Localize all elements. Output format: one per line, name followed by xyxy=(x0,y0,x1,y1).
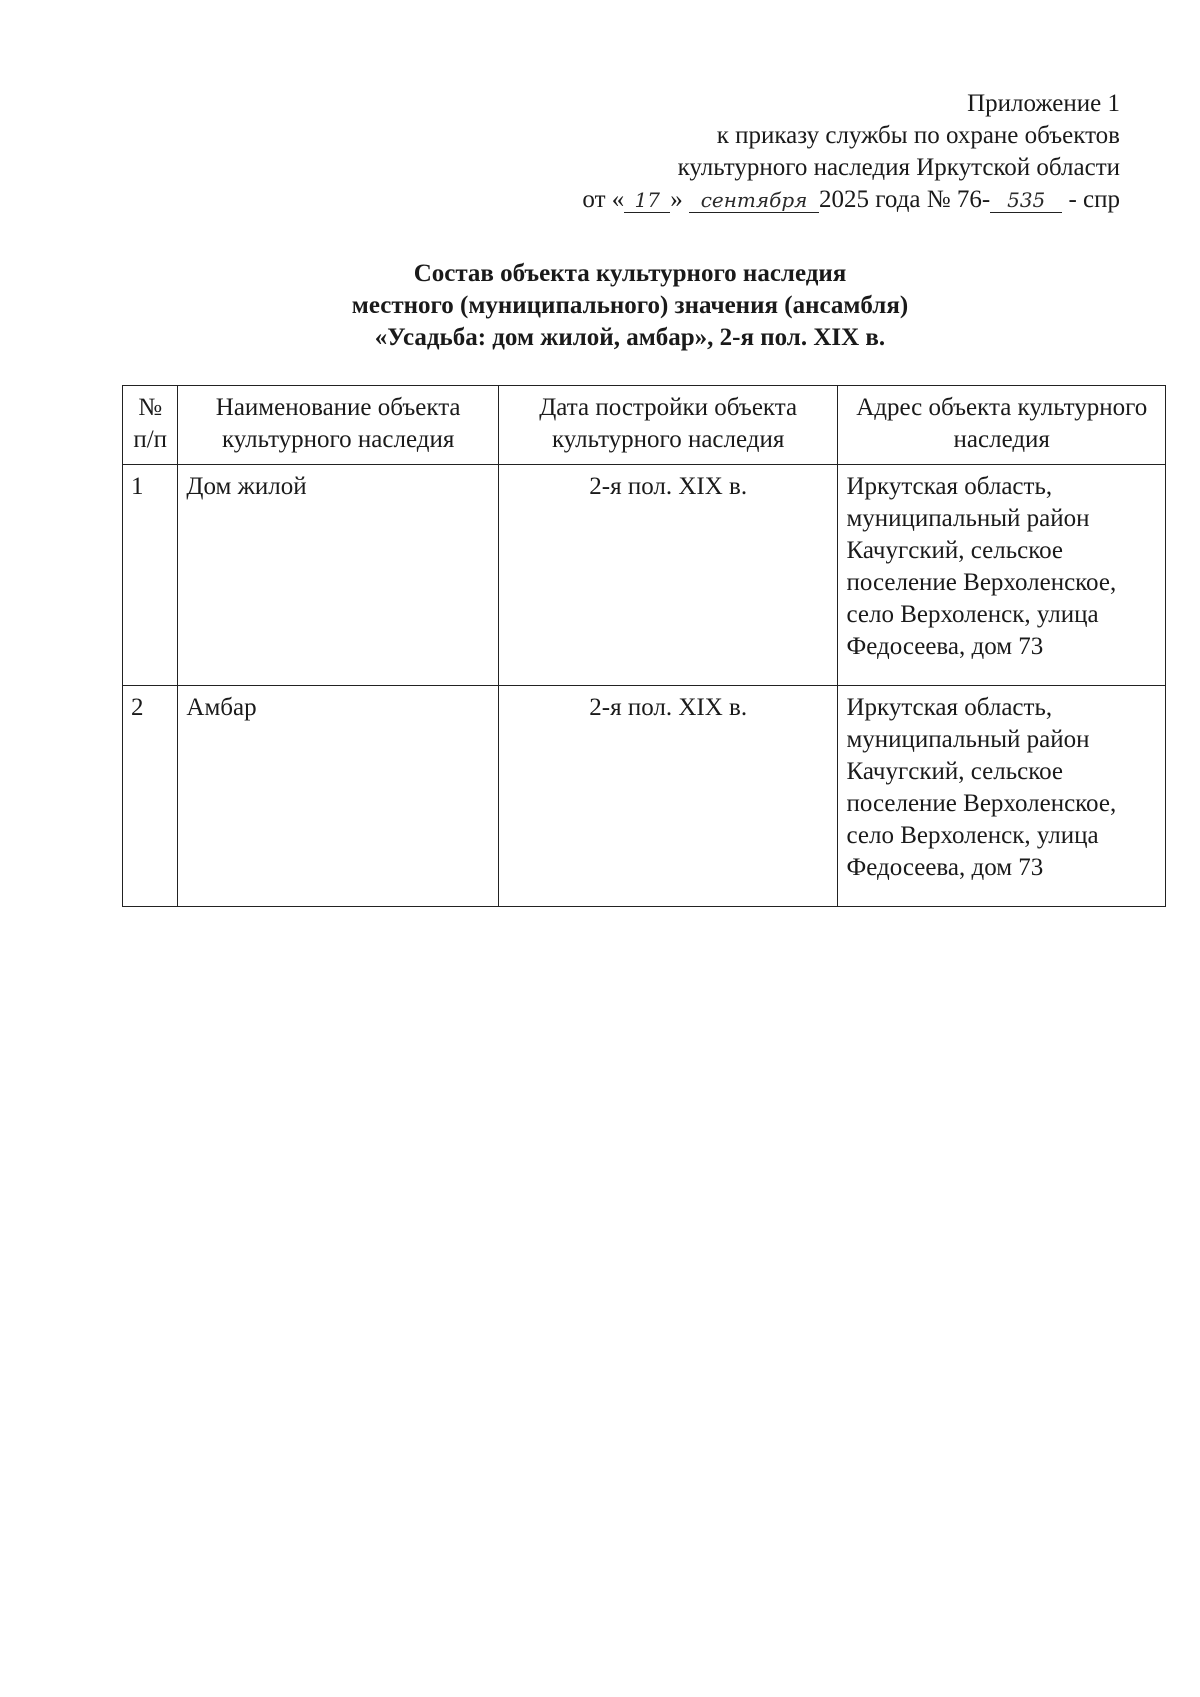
handwritten-month: сентября xyxy=(689,188,819,213)
order-suffix: - спр xyxy=(1068,186,1120,213)
date-year-text: 2025 года № 76- xyxy=(819,186,991,213)
row-num: 2 xyxy=(123,686,178,907)
row-address: Иркутская область, муниципальный район Качугский, сельское поселение Верхоленское, село Верхоленск, улица Федосеева, дом 73 xyxy=(838,465,1166,686)
table-header-row xyxy=(123,386,1166,465)
appendix-header xyxy=(582,88,1120,216)
date-prefix: от « xyxy=(582,186,625,213)
heritage-objects-table xyxy=(122,385,1166,907)
header-name: Наименование объекта культурного наследия xyxy=(178,386,498,465)
row-date: 2-я пол. XIX в. xyxy=(498,686,838,907)
header-num: № п/п xyxy=(123,386,178,465)
date-quote-close: » xyxy=(670,186,683,213)
title-line-2: местного (муниципального) значения (ансамбля) xyxy=(351,292,909,319)
appendix-label: Приложение 1 xyxy=(967,90,1120,117)
handwritten-order-number: 535 xyxy=(990,188,1062,213)
header-date: Дата постройки объекта культурного наследия xyxy=(498,386,838,465)
table-row xyxy=(123,686,1166,907)
row-name: Амбар xyxy=(178,686,498,907)
order-date-line xyxy=(582,184,1120,216)
row-date: 2-я пол. XIX в. xyxy=(498,465,838,686)
order-reference-line: к приказу службы по охране объектов xyxy=(716,122,1120,149)
title-line-1: Состав объекта культурного наследия xyxy=(413,260,847,287)
row-address: Иркутская область, муниципальный район Качугский, сельское поселение Верхоленское, село Верхоленск, улица Федосеева, дом 73 xyxy=(838,686,1166,907)
authority-line: культурного наследия Иркутской области xyxy=(677,154,1120,181)
table-row xyxy=(123,465,1166,686)
title-line-3: «Усадьба: дом жилой, амбар», 2-я пол. XIX в. xyxy=(374,324,886,351)
header-address: Адрес объекта культурного наследия xyxy=(838,386,1166,465)
row-name: Дом жилой xyxy=(178,465,498,686)
document-title xyxy=(130,258,1130,354)
handwritten-day: 17 xyxy=(624,188,670,213)
row-num: 1 xyxy=(123,465,178,686)
